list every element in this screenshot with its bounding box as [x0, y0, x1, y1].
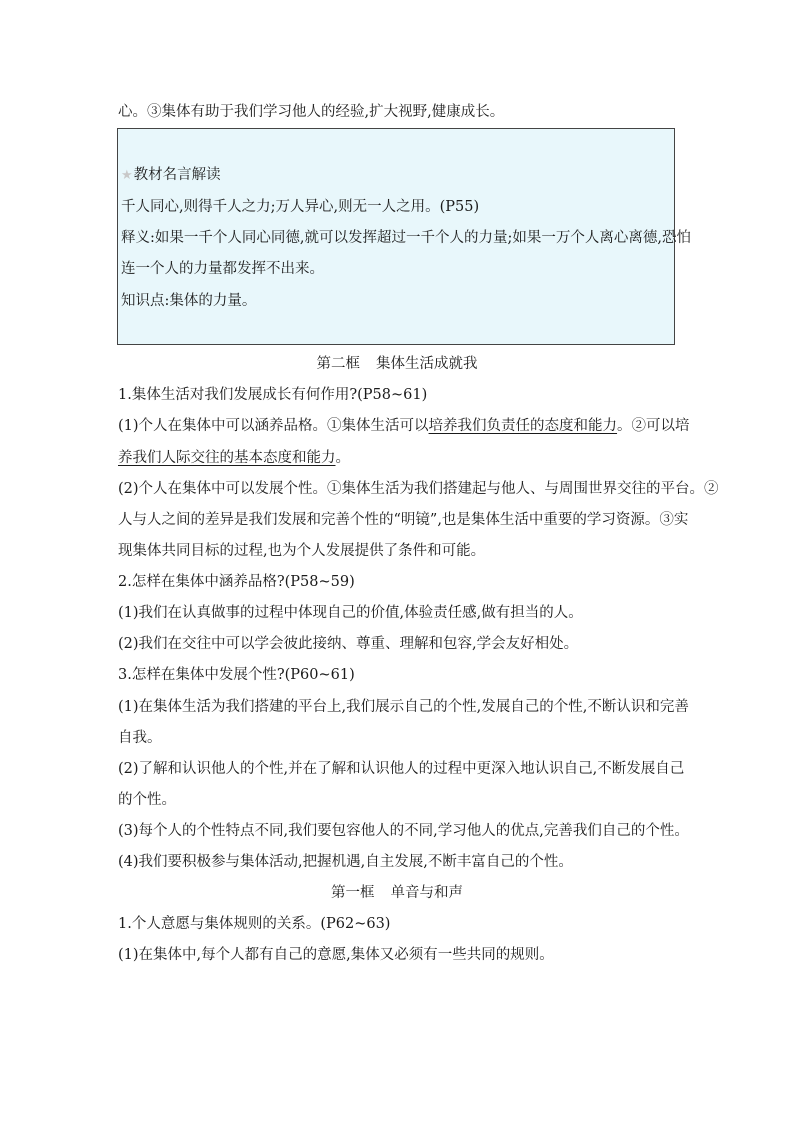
answer-line	[118, 448, 350, 468]
answer-text: 。②可以培	[617, 418, 690, 434]
paragraph-line: 心。③集体有助于我们学习他人的经验,扩大视野,健康成长。	[118, 104, 505, 120]
answer-line: 自我。	[118, 730, 162, 746]
answer-line: (2)个人在集体中可以发展个性。①集体生活为我们搭建起与他人、与周围世界交往的平台。②	[118, 481, 719, 497]
box-knowledge-point: 知识点:集体的力量。	[121, 293, 257, 309]
answer-line: (2)我们在交往中可以学会彼此接纳、尊重、理解和包容,学会友好相处。	[118, 636, 579, 652]
question-heading: 1.个人意愿与集体规则的关系。(P62~63)	[118, 916, 391, 932]
box-quote: 千人同心,则得千人之力;万人异心,则无一人之用。(P55)	[121, 199, 480, 215]
answer-line: 的个性。	[118, 792, 176, 808]
box-title	[121, 165, 221, 186]
quote-box	[117, 128, 691, 345]
answer-text: 。	[335, 450, 350, 466]
underlined-text: 培养我们负责任的态度和能力	[428, 418, 618, 434]
answer-text: (1)个人在集体中可以涵养品格。①集体生活可以	[118, 418, 429, 434]
star-icon: ★	[121, 168, 133, 183]
answer-line: 人与人之间的差异是我们发展和完善个性的“明镜”,也是集体生活中重要的学习资源。③实	[118, 512, 689, 528]
answer-line: (1)在集体中,每个人都有自己的意愿,集体又必须有一些共同的规则。	[118, 947, 554, 963]
underlined-text: 养我们人际交往的基本态度和能力	[118, 450, 336, 466]
section-heading-number: 第一框	[331, 885, 375, 901]
answer-line: (3)每个人的个性特点不同,我们要包容他人的不同,学习他人的优点,完善我们自己的个性。	[118, 823, 689, 839]
answer-line: (1)在集体生活为我们搭建的平台上,我们展示自己的个性,发展自己的个性,不断认识和完善	[118, 699, 689, 715]
section-heading	[0, 354, 794, 374]
section-heading-number: 第二框	[316, 356, 360, 372]
answer-line: (1)我们在认真做事的过程中体现自己的价值,体验责任感,做有担当的人。	[118, 605, 583, 621]
answer-line	[118, 416, 690, 436]
section-heading	[0, 883, 794, 903]
question-heading: 1.集体生活对我们发展成长有何作用?(P58~61)	[118, 387, 428, 403]
question-heading: 2.怎样在集体中涵养品格?(P58~59)	[118, 574, 355, 590]
section-heading-title: 单音与和声	[390, 885, 463, 901]
question-heading: 3.怎样在集体中发展个性?(P60~61)	[118, 667, 355, 683]
answer-line: (2)了解和认识他人的个性,并在了解和认识他人的过程中更深入地认识自己,不断发展自己	[118, 761, 685, 777]
answer-line: 现集体共同目标的过程,也为个人发展提供了条件和可能。	[118, 543, 486, 559]
answer-line: (4)我们要积极参与集体活动,把握机遇,自主发展,不断丰富自己的个性。	[118, 854, 573, 870]
box-explanation-line-2: 连一个人的力量都发挥不出来。	[121, 261, 324, 277]
box-title-text: 教材名言解读	[133, 167, 221, 183]
box-explanation-line-1: 释义:如果一千个人同心同德,就可以发挥超过一千个人的力量;如果一万个人离心离德,恐怕	[121, 230, 691, 246]
section-heading-title: 集体生活成就我	[376, 356, 478, 372]
